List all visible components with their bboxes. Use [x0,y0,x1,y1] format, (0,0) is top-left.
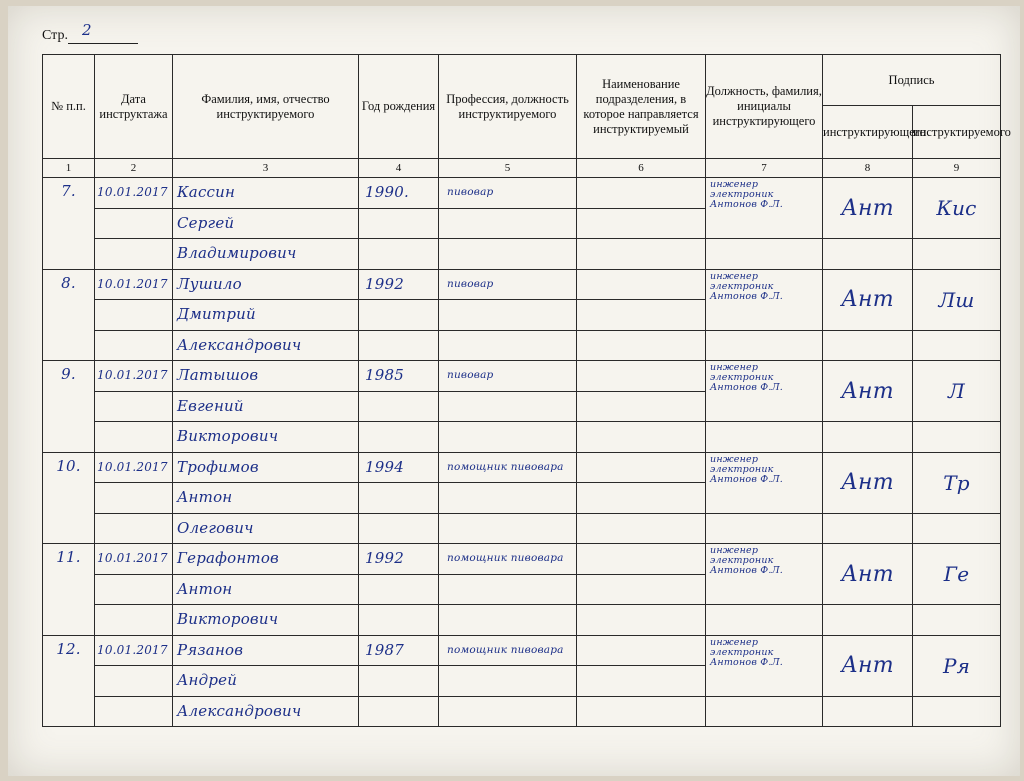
instruction-journal-table [42,54,1011,727]
table-row [43,513,1001,544]
instructed-signature: Тр [943,470,970,495]
record-profession: пивовар [447,186,494,199]
record-department [577,269,706,300]
record-profession: помощник пивовара [447,552,564,565]
instructor-signature: Ант [841,287,894,312]
record-profession: пивовар [447,277,494,290]
table-row [43,269,1001,300]
record-number: 10. [56,456,81,475]
header-name: Фамилия, имя, отчество инструктируемого [173,55,359,159]
record-profession: помощник пивовара [447,643,564,656]
record-department [577,452,706,483]
record-number: 7. [61,182,76,200]
page-number-value: 2 [81,21,92,39]
record-birth-year: 1994 [365,457,404,476]
instructor-signature: Ант [841,378,894,404]
record-instructor-name: Антонов Ф.Л. [710,382,783,393]
instructed-signature: Кис [936,196,977,220]
header-department: Наименование подразделения, в которое направляется инструктируемый [577,55,706,159]
record-instructor-name: Антонов Ф.Л. [710,656,783,668]
record-instructor-position: инженер [710,362,759,373]
record-patronymic: Александрович [177,335,302,354]
record-surname: Кассин [177,183,236,202]
record-date: 10.01.2017 [97,276,168,291]
record-date: 10.01.2017 [97,185,168,200]
record-number: 11. [56,548,81,566]
table-row [43,452,1001,483]
col-number: 8 [823,159,913,178]
col-number: 4 [359,159,439,178]
record-instructor-position: инженер [710,545,759,556]
table-row [43,361,1001,392]
record-patronymic: Викторович [177,427,279,446]
col-number: 6 [577,159,706,178]
table-row [43,422,1001,453]
header-profession: Профессия, должность инструктируемого [439,55,577,159]
instructed-signature: Ря [942,653,971,678]
col-number: 7 [706,159,823,178]
journal-page [8,6,1020,776]
table-row [43,605,1001,636]
col-number: 3 [173,159,359,178]
record-patronymic: Викторович [177,610,279,629]
record-profession: помощник пивовара [447,460,564,473]
record-patronymic: Олегович [177,518,254,537]
col-number: 5 [439,159,577,178]
record-birth-year: 1992 [365,274,404,293]
record-first-name: Сергей [177,213,235,232]
record-number: 12. [56,639,81,658]
instructed-signature: Л [948,379,965,403]
instructor-signature: Ант [841,470,894,495]
header-signature: Подпись [823,55,1001,106]
record-surname: Рязанов [177,640,244,659]
table-row [43,178,1001,209]
instructor-signature: Ант [841,561,894,587]
instructed-signature: Ге [943,562,970,586]
record-birth-year: 1987 [365,640,404,659]
record-surname: Лушило [177,274,242,293]
instructor-signature: Ант [841,653,894,678]
page-number: Стр. 2 [42,28,138,44]
record-profession: пивовар [447,369,494,382]
record-instructor-position: электроник [710,555,774,566]
record-instructor-position: инженер [710,453,759,465]
record-first-name: Дмитрий [177,305,256,324]
record-instructor-position: инженер [710,636,759,648]
record-instructor-name: Антонов Ф.Л. [710,199,783,210]
record-patronymic: Александрович [177,701,302,720]
record-surname: Герафонтов [177,549,279,568]
header-year: Год рождения [359,55,439,159]
record-number: 9. [61,365,76,383]
table-row [43,696,1001,727]
record-instructor-name: Антонов Ф.Л. [710,565,783,576]
record-date: 10.01.2017 [97,551,168,566]
record-instructor-name: Антонов Ф.Л. [710,290,783,302]
record-instructor-position: инженер [710,270,759,282]
record-birth-year: 1985 [365,366,404,385]
col-number: 1 [43,159,95,178]
col-number: 2 [95,159,173,178]
header-date: Дата инструктажа [95,55,173,159]
record-birth-year: 1992 [365,549,404,568]
table-row [43,330,1001,361]
record-department [577,361,706,392]
record-instructor-position: инженер [710,179,759,190]
column-number-row [43,159,1001,178]
record-number: 8. [61,273,76,292]
record-department [577,544,706,575]
record-surname: Латышов [177,366,259,385]
record-first-name: Антон [177,488,233,507]
instructor-signature: Ант [841,195,894,221]
record-birth-year: 1990. [365,183,409,202]
header-instructor: Должность, фамилия, инициалы инструктирующего [706,55,823,159]
header-num: № п.п. [43,55,95,159]
record-date: 10.01.2017 [97,368,168,383]
record-instructor-name: Антонов Ф.Л. [710,473,783,485]
instructed-signature: Лш [938,287,975,312]
header-sig-instructed: инструктируемого [913,106,1001,159]
record-instructor-position: электроник [710,280,774,292]
record-date: 10.01.2017 [97,642,168,657]
record-patronymic: Владимирович [177,244,297,263]
record-first-name: Андрей [177,671,238,690]
record-instructor-position: электроник [710,189,774,200]
record-first-name: Евгений [177,396,244,415]
record-department [577,635,706,666]
table-row [43,635,1001,666]
record-instructor-position: электроник [710,646,774,658]
record-instructor-position: электроник [710,372,774,383]
col-number: 9 [913,159,1001,178]
table-row [43,239,1001,270]
record-surname: Трофимов [177,457,259,476]
record-instructor-position: электроник [710,463,774,475]
table-row [43,544,1001,575]
record-date: 10.01.2017 [97,459,168,474]
record-first-name: Антон [177,579,233,598]
record-department [577,178,706,209]
header-sig-instructor: инструктирующего [823,106,913,159]
